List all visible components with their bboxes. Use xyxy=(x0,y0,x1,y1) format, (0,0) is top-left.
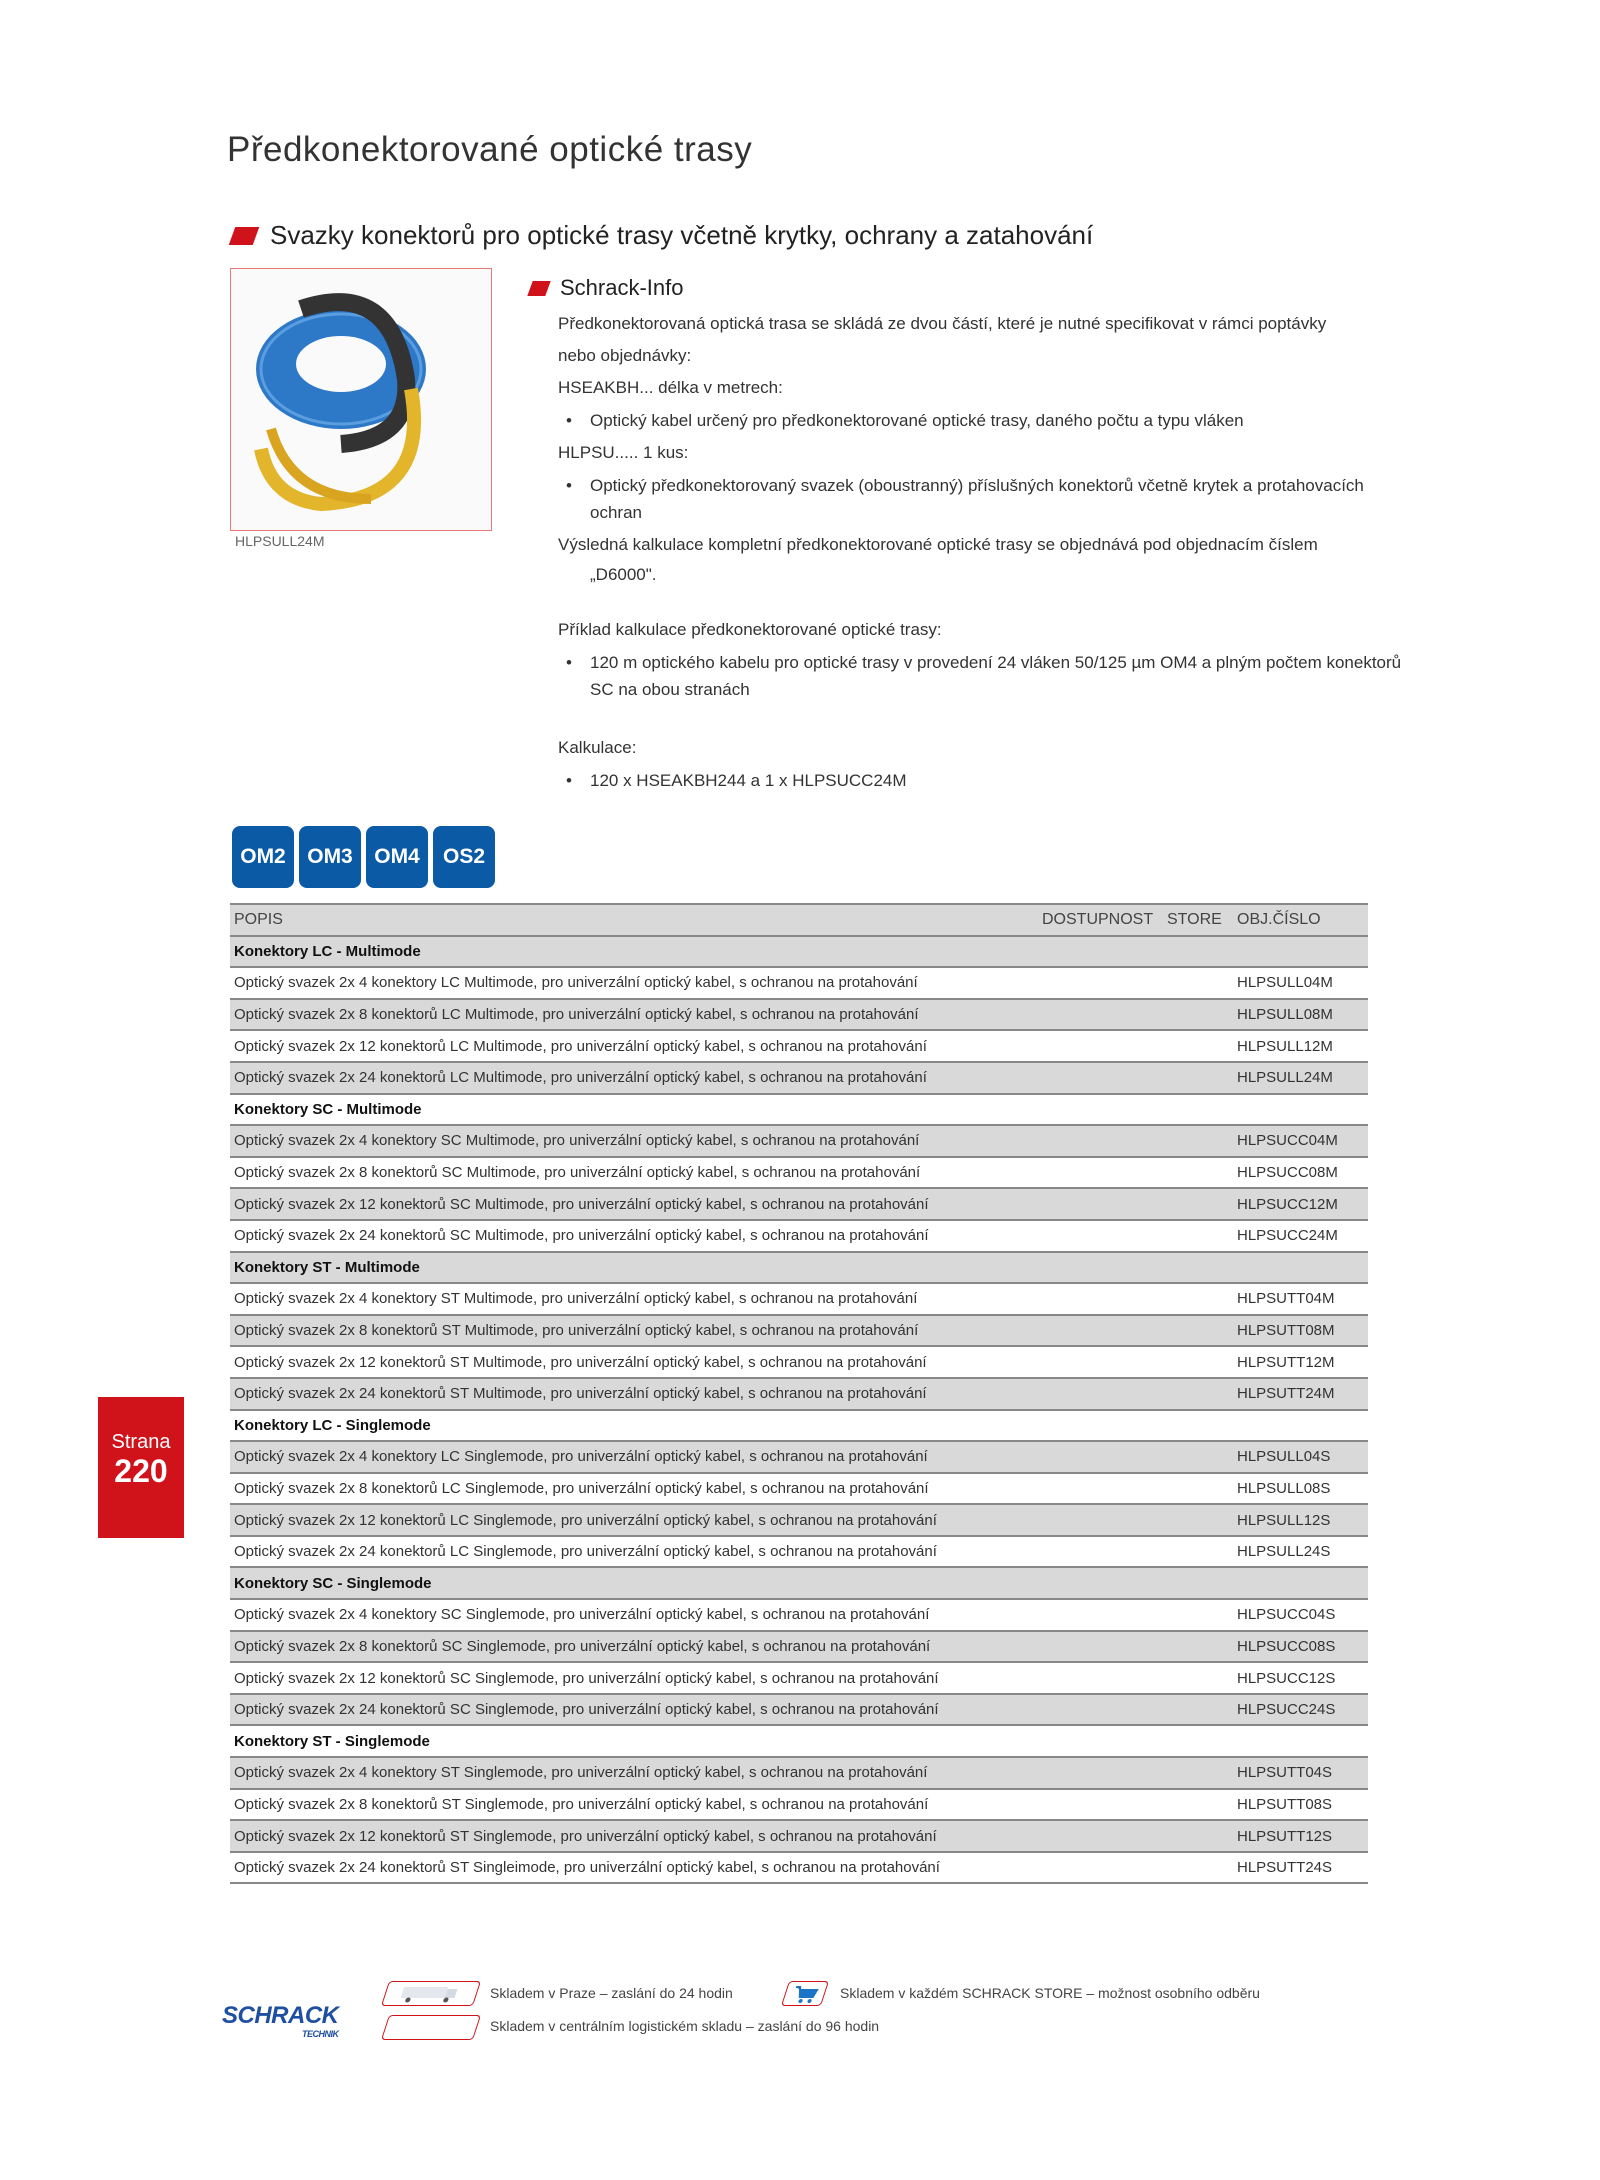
table-row[interactable] xyxy=(230,1188,1368,1220)
row-availability xyxy=(1038,1346,1163,1378)
info-text: Výsledná kalkulace kompletní předkonektorované optické trasy se objednává pod objednacím číslem xyxy=(558,535,1318,554)
table-row[interactable] xyxy=(230,1820,1368,1852)
legend-store-stock: Skladem v každém SCHRACK STORE – možnost osobního odběru xyxy=(840,1985,1260,2001)
row-description: Optický svazek 2x 8 konektorů SC Singlemode, pro univerzální optický kabel, s ochranou na protahování xyxy=(230,1631,1038,1663)
row-availability xyxy=(1038,1220,1163,1252)
category-label: Konektory LC - Singlemode xyxy=(230,1410,1368,1442)
row-order-number: HLPSUCC12S xyxy=(1233,1662,1368,1694)
row-description: Optický svazek 2x 24 konektorů SC Singlemode, pro univerzální optický kabel, s ochranou na protahování xyxy=(230,1694,1038,1726)
legend-prague-stock: Skladem v Praze – zaslání do 24 hodin xyxy=(490,1985,733,2001)
table-row[interactable] xyxy=(230,1062,1368,1094)
row-store xyxy=(1163,1757,1233,1789)
table-row[interactable] xyxy=(230,1504,1368,1536)
page-number: 220 xyxy=(114,1453,168,1489)
row-availability xyxy=(1038,1315,1163,1347)
row-availability xyxy=(1038,1378,1163,1410)
category-row xyxy=(230,936,1368,968)
row-store xyxy=(1163,1852,1233,1884)
row-order-number: HLPSUTT08M xyxy=(1233,1315,1368,1347)
row-description: Optický svazek 2x 8 konektorů SC Multimode, pro univerzální optický kabel, s ochranou na protahování xyxy=(230,1157,1038,1189)
category-label: Konektory SC - Multimode xyxy=(230,1094,1368,1126)
table-row[interactable] xyxy=(230,1125,1368,1157)
col-popis: POPIS xyxy=(230,904,1038,936)
info-heading-text: Schrack-Info xyxy=(560,275,684,300)
row-description: Optický svazek 2x 4 konektory LC Multimode, pro univerzální optický kabel, s ochranou na protahování xyxy=(230,967,1038,999)
info-bullet: • 120 x HSEAKBH244 a 1 x HLPSUCC24M xyxy=(530,767,1410,794)
row-store xyxy=(1163,967,1233,999)
row-store xyxy=(1163,1062,1233,1094)
row-description: Optický svazek 2x 8 konektorů LC Multimode, pro univerzální optický kabel, s ochranou na protahování xyxy=(230,999,1038,1031)
table-row[interactable] xyxy=(230,1757,1368,1789)
table-row[interactable] xyxy=(230,1694,1368,1726)
page-number-tab xyxy=(98,1397,184,1538)
row-store xyxy=(1163,1599,1233,1631)
table-row[interactable] xyxy=(230,1662,1368,1694)
row-availability xyxy=(1038,999,1163,1031)
schrack-logo xyxy=(222,2003,339,2040)
table-row[interactable] xyxy=(230,1473,1368,1505)
row-order-number: HLPSULL12M xyxy=(1233,1030,1368,1062)
legend-central-stock: Skladem v centrálním logistickém skladu – zaslání do 96 hodin xyxy=(490,2018,880,2034)
row-description: Optický svazek 2x 4 konektory LC Singlemode, pro univerzální optický kabel, s ochranou na protahování xyxy=(230,1441,1038,1473)
row-order-number: HLPSUCC24M xyxy=(1233,1220,1368,1252)
row-order-number: HLPSUTT04S xyxy=(1233,1757,1368,1789)
row-store xyxy=(1163,1378,1233,1410)
row-store xyxy=(1163,999,1233,1031)
row-store xyxy=(1163,1473,1233,1505)
category-label: Konektory ST - Singlemode xyxy=(230,1725,1368,1757)
row-description: Optický svazek 2x 12 konektorů SC Singlemode, pro univerzální optický kabel, s ochranou na protahování xyxy=(230,1662,1038,1694)
row-availability xyxy=(1038,1789,1163,1821)
section-heading xyxy=(232,220,1093,251)
row-description: Optický svazek 2x 24 konektorů SC Multimode, pro univerzální optický kabel, s ochranou na protahování xyxy=(230,1220,1038,1252)
row-description: Optický svazek 2x 4 konektory SC Multimode, pro univerzální optický kabel, s ochranou na protahování xyxy=(230,1125,1038,1157)
info-bullet: • Optický předkonektorovaný svazek (oboustranný) příslušných konektorů včetně krytek a protahovacích ochran xyxy=(530,472,1410,526)
info-heading xyxy=(530,272,1430,304)
category-row xyxy=(230,1567,1368,1599)
row-store xyxy=(1163,1789,1233,1821)
row-availability xyxy=(1038,1030,1163,1062)
row-description: Optický svazek 2x 12 konektorů ST Singlemode, pro univerzální optický kabel, s ochranou na protahování xyxy=(230,1820,1038,1852)
info-bullet: • Optický kabel určený pro předkonektorované optické trasy, daného počtu a typu vláken xyxy=(530,407,1410,434)
row-availability xyxy=(1038,1852,1163,1884)
badge-om3: OM3 xyxy=(299,826,361,888)
page-title: Předkonektorované optické trasy xyxy=(227,130,753,169)
row-availability xyxy=(1038,1536,1163,1568)
row-store xyxy=(1163,1188,1233,1220)
info-text: nebo objednávky: xyxy=(558,346,692,365)
row-availability xyxy=(1038,1662,1163,1694)
row-description: Optický svazek 2x 12 konektorů LC Multimode, pro univerzální optický kabel, s ochranou na protahování xyxy=(230,1030,1038,1062)
table-row[interactable] xyxy=(230,1536,1368,1568)
category-row xyxy=(230,1094,1368,1126)
product-table xyxy=(230,903,1368,1884)
table-row[interactable] xyxy=(230,1631,1368,1663)
row-order-number: HLPSULL08M xyxy=(1233,999,1368,1031)
table-row[interactable] xyxy=(230,1789,1368,1821)
table-row[interactable] xyxy=(230,1441,1368,1473)
shopping-cart-icon xyxy=(781,1981,829,2006)
row-availability xyxy=(1038,967,1163,999)
row-order-number: HLPSUTT24M xyxy=(1233,1378,1368,1410)
row-store xyxy=(1163,1662,1233,1694)
category-row xyxy=(230,1725,1368,1757)
info-bullet: • 120 m optického kabelu pro optické trasy v provedení 24 vláken 50/125 µm OM4 a plným počtem konektorů SC na obou stranách xyxy=(530,649,1410,703)
table-row[interactable] xyxy=(230,1599,1368,1631)
row-order-number: HLPSULL24S xyxy=(1233,1536,1368,1568)
row-order-number: HLPSUTT12S xyxy=(1233,1820,1368,1852)
row-availability xyxy=(1038,1188,1163,1220)
row-store xyxy=(1163,1125,1233,1157)
row-store xyxy=(1163,1346,1233,1378)
info-text: HLPSU..... 1 kus: xyxy=(558,443,689,462)
category-label: Konektory LC - Multimode xyxy=(230,936,1368,968)
product-image xyxy=(230,268,492,531)
row-store xyxy=(1163,1157,1233,1189)
row-description: Optický svazek 2x 8 konektorů LC Singlemode, pro univerzální optický kabel, s ochranou na protahování xyxy=(230,1473,1038,1505)
row-description: Optický svazek 2x 4 konektory ST Singlemode, pro univerzální optický kabel, s ochranou na protahování xyxy=(230,1757,1038,1789)
row-availability xyxy=(1038,1504,1163,1536)
row-description: Optický svazek 2x 4 konektory ST Multimode, pro univerzální optický kabel, s ochranou na protahování xyxy=(230,1283,1038,1315)
category-label: Konektory SC - Singlemode xyxy=(230,1567,1368,1599)
category-row xyxy=(230,1410,1368,1442)
row-order-number: HLPSUCC04S xyxy=(1233,1599,1368,1631)
row-order-number: HLPSUTT24S xyxy=(1233,1852,1368,1884)
col-store: STORE xyxy=(1163,904,1233,936)
col-obj-cislo: OBJ.ČÍSLO xyxy=(1233,904,1368,936)
table-row[interactable] xyxy=(230,1315,1368,1347)
row-store xyxy=(1163,1820,1233,1852)
row-description: Optický svazek 2x 12 konektorů LC Singlemode, pro univerzální optický kabel, s ochranou na protahování xyxy=(230,1504,1038,1536)
row-order-number: HLPSULL04S xyxy=(1233,1441,1368,1473)
badge-om2: OM2 xyxy=(232,826,294,888)
row-store xyxy=(1163,1220,1233,1252)
row-description: Optický svazek 2x 24 konektorů LC Singlemode, pro univerzální optický kabel, s ochranou na protahování xyxy=(230,1536,1038,1568)
row-availability xyxy=(1038,1757,1163,1789)
logo-subtext: TECHNIK xyxy=(302,2029,339,2039)
page-label: Strana xyxy=(111,1431,171,1453)
row-description: Optický svazek 2x 8 konektorů ST Singlemode, pro univerzální optický kabel, s ochranou na protahování xyxy=(230,1789,1038,1821)
row-order-number: HLPSULL04M xyxy=(1233,967,1368,999)
row-order-number: HLPSULL12S xyxy=(1233,1504,1368,1536)
row-order-number: HLPSUCC24S xyxy=(1233,1694,1368,1726)
central-warehouse-icon xyxy=(381,2015,481,2040)
truck-icon xyxy=(381,1981,481,2006)
row-order-number: HLPSUTT04M xyxy=(1233,1283,1368,1315)
section-heading-text: Svazky konektorů pro optické trasy včetně krytky, ochrany a zatahování xyxy=(270,220,1094,250)
row-availability xyxy=(1038,1694,1163,1726)
row-order-number: HLPSULL24M xyxy=(1233,1062,1368,1094)
row-availability xyxy=(1038,1631,1163,1663)
row-order-number: HLPSUCC08S xyxy=(1233,1631,1368,1663)
table-row[interactable] xyxy=(230,1852,1368,1884)
row-availability xyxy=(1038,1473,1163,1505)
row-order-number: HLPSUCC04M xyxy=(1233,1125,1368,1157)
row-description: Optický svazek 2x 8 konektorů ST Multimode, pro univerzální optický kabel, s ochranou na protahování xyxy=(230,1315,1038,1347)
row-availability xyxy=(1038,1820,1163,1852)
red-marker-icon xyxy=(527,281,550,296)
schrack-info xyxy=(530,272,1430,797)
table-row[interactable] xyxy=(230,967,1368,999)
badge-om4: OM4 xyxy=(366,826,428,888)
row-store xyxy=(1163,1315,1233,1347)
row-store xyxy=(1163,1030,1233,1062)
image-caption: HLPSULL24M xyxy=(235,533,325,549)
row-store xyxy=(1163,1631,1233,1663)
row-description: Optický svazek 2x 24 konektorů LC Multimode, pro univerzální optický kabel, s ochranou na protahování xyxy=(230,1062,1038,1094)
row-order-number: HLPSUCC12M xyxy=(1233,1188,1368,1220)
table-row[interactable] xyxy=(230,1378,1368,1410)
row-availability xyxy=(1038,1441,1163,1473)
row-availability xyxy=(1038,1599,1163,1631)
info-text: „D6000". xyxy=(590,565,657,584)
table-row[interactable] xyxy=(230,999,1368,1031)
row-description: Optický svazek 2x 24 konektorů ST Multimode, pro univerzální optický kabel, s ochranou na protahování xyxy=(230,1378,1038,1410)
category-row xyxy=(230,1252,1368,1284)
row-description: Optický svazek 2x 24 konektorů ST Singleimode, pro univerzální optický kabel, s ochranou na protahování xyxy=(230,1852,1038,1884)
row-order-number: HLPSUTT12M xyxy=(1233,1346,1368,1378)
row-store xyxy=(1163,1536,1233,1568)
info-text: HSEAKBH... délka v metrech: xyxy=(558,378,783,397)
table-row[interactable] xyxy=(230,1346,1368,1378)
row-availability xyxy=(1038,1062,1163,1094)
info-text: Příklad kalkulace předkonektorované optické trasy: xyxy=(558,620,942,639)
row-order-number: HLPSUCC08M xyxy=(1233,1157,1368,1189)
category-label: Konektory ST - Multimode xyxy=(230,1252,1368,1284)
table-row[interactable] xyxy=(230,1283,1368,1315)
fiber-type-badges xyxy=(232,826,495,888)
row-store xyxy=(1163,1283,1233,1315)
row-store xyxy=(1163,1441,1233,1473)
table-row[interactable] xyxy=(230,1220,1368,1252)
badge-os2: OS2 xyxy=(433,826,495,888)
row-order-number: HLPSUTT08S xyxy=(1233,1789,1368,1821)
table-row[interactable] xyxy=(230,1157,1368,1189)
table-row[interactable] xyxy=(230,1030,1368,1062)
row-description: Optický svazek 2x 12 konektorů SC Multimode, pro univerzální optický kabel, s ochranou na protahování xyxy=(230,1188,1038,1220)
row-description: Optický svazek 2x 4 konektory SC Singlemode, pro univerzální optický kabel, s ochranou na protahování xyxy=(230,1599,1038,1631)
fiber-cable-coil-icon xyxy=(231,269,491,529)
red-marker-icon xyxy=(229,227,260,245)
row-order-number: HLPSULL08S xyxy=(1233,1473,1368,1505)
col-dostupnost: DOSTUPNOST xyxy=(1038,904,1163,936)
row-availability xyxy=(1038,1157,1163,1189)
logo-text: SCHRACK xyxy=(222,2002,339,2029)
row-availability xyxy=(1038,1283,1163,1315)
row-availability xyxy=(1038,1125,1163,1157)
info-text: Předkonektorovaná optická trasa se skládá ze dvou částí, které je nutné specifikovat v rámci poptávky xyxy=(558,314,1327,333)
row-description: Optický svazek 2x 12 konektorů ST Multimode, pro univerzální optický kabel, s ochranou na protahování xyxy=(230,1346,1038,1378)
row-store xyxy=(1163,1694,1233,1726)
row-store xyxy=(1163,1504,1233,1536)
info-text: Kalkulace: xyxy=(558,738,637,757)
